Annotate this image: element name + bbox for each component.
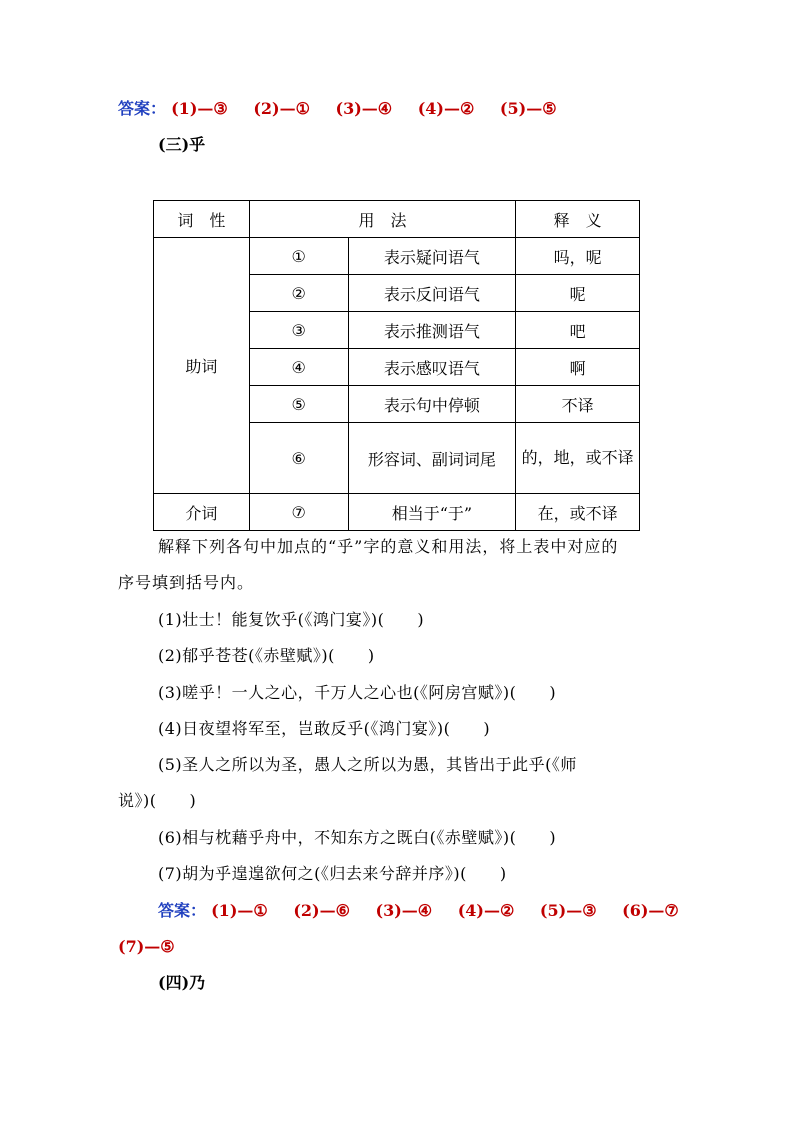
meaning-cell: 啊 [516,349,640,386]
answer-item: (4)—② [457,901,515,920]
num-cell: ④ [249,349,348,386]
answer-2-line-2 [118,936,195,958]
exercise-3: (3)嗟乎！一人之心，千万人之心也(《阿房宫赋》)( ) [158,683,557,702]
answer-item: (3)—④ [335,99,393,118]
header-meaning: 释 义 [516,201,640,238]
section-3-title: (三)乎 [158,135,206,154]
exercise-5-line-1: (5)圣人之所以为圣，愚人之所以为愚，其皆出于此乎(《师 [158,755,577,774]
table-header-row [154,201,640,238]
meaning-cell: 呢 [516,275,640,312]
usage-cell: 表示反问语气 [348,275,516,312]
meaning-cell: 不译 [516,386,640,423]
usage-table [153,200,640,531]
answer-item: (4)—② [417,99,475,118]
answer-item: (3)—④ [375,901,433,920]
answer-item: (1)—③ [171,99,228,118]
answer-items [118,937,195,956]
num-cell: ② [249,275,348,312]
answer-item: (2)—⑥ [293,901,350,920]
answer-2-line-1 [158,900,679,922]
answer-item: (6)—⑦ [622,901,679,920]
usage-cell: 表示句中停顿 [348,386,516,423]
exercise-2: (2)郁乎苍苍(《赤壁赋》)( ) [158,646,375,665]
meaning-cell: 吗，呢 [516,238,640,275]
num-cell: ⑦ [249,494,348,531]
answer-label: 答案： [158,901,207,920]
header-pos: 词 性 [154,201,250,238]
answer-items [211,901,679,920]
usage-cell: 形容词、副词词尾 [348,423,516,494]
pos-cell: 介词 [154,494,250,531]
num-cell: ⑤ [249,386,348,423]
num-cell: ③ [249,312,348,349]
usage-cell: 表示感叹语气 [348,349,516,386]
meaning-cell: 吧 [516,312,640,349]
exercise-4: (4)日夜望将军至，岂敢反乎(《鸿门宴》)( ) [158,719,491,738]
answer-item: (2)—① [253,99,310,118]
exercise-7: (7)胡为乎遑遑欲何之(《归去来兮辞并序》)( ) [158,864,507,883]
exercise-1: (1)壮士！能复饮乎(《鸿门宴》)( ) [158,610,425,629]
meaning-cell: 的，地，或不译 [516,423,640,494]
answer-item: (5)—⑤ [499,99,557,118]
num-cell: ⑥ [249,423,348,494]
num-cell: ① [249,238,348,275]
pos-cell: 助词 [154,238,250,494]
instruction-line-2: 序号填到括号内。 [118,573,255,592]
answer-item: (7)—⑤ [118,937,175,956]
usage-cell: 表示推测语气 [348,312,516,349]
exercise-6: (6)相与枕藉乎舟中，不知东方之既白(《赤壁赋》)( ) [158,828,557,847]
table-row [154,494,640,531]
usage-cell: 表示疑问语气 [348,238,516,275]
exercise-5-line-2: 说》)( ) [118,791,197,810]
header-usage: 用 法 [249,201,515,238]
answer-label: 答案： [118,99,167,118]
answer-line-1 [118,98,577,120]
answer-item: (5)—③ [539,901,597,920]
meaning-cell: 在，或不译 [516,494,640,531]
section-4-title: (四)乃 [158,973,206,992]
answer-item: (1)—① [211,901,268,920]
usage-cell: 相当于“于” [348,494,516,531]
instruction-line-1: 解释下列各句中加点的“乎”字的意义和用法，将上表中对应的 [158,537,619,556]
table-row [154,238,640,275]
answer-items [171,99,576,118]
